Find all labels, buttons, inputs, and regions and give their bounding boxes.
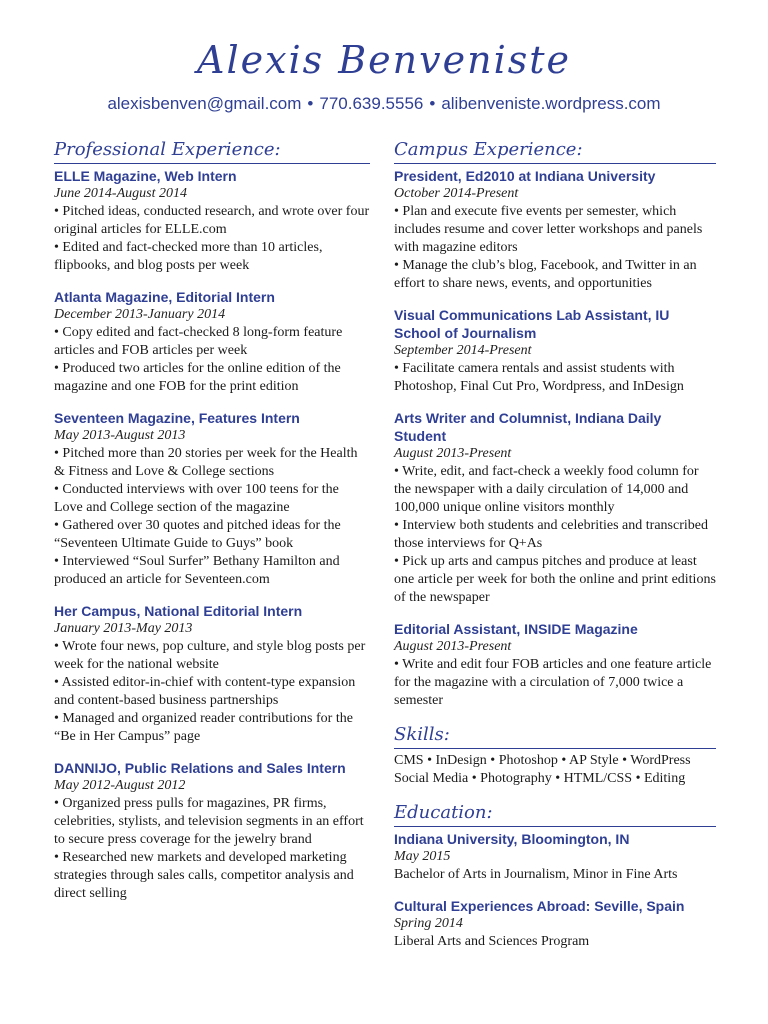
contact-separator: • <box>429 94 436 113</box>
job-title: DANNIJO, Public Relations and Sales Intern <box>54 760 346 776</box>
job-title: Her Campus, National Editorial Intern <box>54 603 303 619</box>
job-bullet: • Wrote four news, pop culture, and style blog posts per week for the national website <box>54 639 366 672</box>
job-dates: September 2014-Present <box>394 343 532 358</box>
job-dates: May 2012-August 2012 <box>54 778 186 793</box>
candidate-name: Alexis Benveniste <box>197 38 571 82</box>
education-detail: Liberal Arts and Sciences Program <box>394 934 590 949</box>
education-detail: Bachelor of Arts in Journalism, Minor in Fine Arts <box>394 867 678 882</box>
experience-entry <box>54 602 370 746</box>
experience-entry <box>54 288 370 396</box>
job-title: President, Ed2010 at Indiana University <box>394 168 656 184</box>
job-bullet: • Interview both students and celebrities and transcribed those interviews for Q+As <box>394 518 708 551</box>
skills-line: CMS • InDesign • Photoshop • AP Style • WordPress <box>394 753 691 768</box>
education-dates: Spring 2014 <box>394 916 463 931</box>
job-bullet: • Researched new markets and developed marketing strategies through sales calls, competitor analysis and direct selling <box>54 850 354 901</box>
job-dates: December 2013-January 2014 <box>54 307 226 322</box>
email-text: alexisbenven@gmail.com <box>107 94 302 113</box>
job-title: Arts Writer and Columnist, Indiana Daily Student <box>394 410 662 444</box>
job-bullet: • Pick up arts and campus pitches and produce at least one article per week for both the online and print editions of the newspaper <box>394 554 716 605</box>
left-column <box>54 138 370 916</box>
professional-experience-heading: Professional Experience: <box>54 138 370 164</box>
education-entry <box>394 830 716 884</box>
job-bullet: • Organized press pulls for magazines, PR firms, celebrities, stylists, and television segments in an effort to secure press coverage for the jewelry brand <box>54 796 364 847</box>
experience-entry <box>394 167 716 293</box>
job-title: Seventeen Magazine, Features Intern <box>54 410 300 426</box>
job-bullet: • Managed and organized reader contributions for the “Be in Her Campus” page <box>54 711 353 744</box>
job-bullet: • Conducted interviews with over 100 teens for the Love and College section of the magazine <box>54 482 339 515</box>
education-entry <box>394 897 716 951</box>
contact-separator: • <box>307 94 314 113</box>
job-bullet: • Produced two articles for the online edition of the magazine and one FOB for the print edition <box>54 361 341 394</box>
job-bullet: • Write, edit, and fact-check a weekly food column for the newspaper with a daily circulation of 14,000 and 100,000 unique online visitors monthly <box>394 464 699 515</box>
website-text: alibenveniste.wordpress.com <box>441 94 661 113</box>
job-title: ELLE Magazine, Web Intern <box>54 168 237 184</box>
experience-entry <box>54 409 370 589</box>
job-dates: January 2013-May 2013 <box>54 621 193 636</box>
job-title: Atlanta Magazine, Editorial Intern <box>54 289 275 305</box>
experience-entry <box>54 759 370 903</box>
experience-entry <box>394 620 716 710</box>
job-bullet: • Assisted editor-in-chief with content-type expansion and content-based business partnerships <box>54 675 356 708</box>
job-title: Editorial Assistant, INSIDE Magazine <box>394 621 638 637</box>
education-dates: May 2015 <box>394 849 451 864</box>
job-dates: August 2013-Present <box>394 446 512 461</box>
job-bullet: • Manage the club’s blog, Facebook, and Twitter in an effort to share news, events, and opportunities <box>394 258 697 291</box>
job-bullet: • Write and edit four FOB articles and one feature article for the magazine with a circulation of 7,000 twice a semester <box>394 657 712 708</box>
right-column <box>394 138 716 964</box>
campus-experience-heading: Campus Experience: <box>394 138 716 164</box>
phone-text: 770.639.5556 <box>319 94 424 113</box>
job-dates: October 2014-Present <box>394 186 519 201</box>
skills-list <box>394 752 716 788</box>
job-dates: August 2013-Present <box>394 639 512 654</box>
job-bullet: • Pitched more than 20 stories per week for the Health & Fitness and Love & College sections <box>54 446 358 479</box>
job-dates: May 2013-August 2013 <box>54 428 186 443</box>
job-bullet: • Plan and execute five events per semester, which includes resume and cover letter workshops and panels with magazine editors <box>394 204 703 255</box>
experience-entry <box>394 409 716 607</box>
school-name: Indiana University, Bloomington, IN <box>394 831 630 847</box>
job-bullet: • Gathered over 30 quotes and pitched ideas for the “Seventeen Ultimate Guide to Guys” book <box>54 518 341 551</box>
job-bullet: • Facilitate camera rentals and assist students with Photoshop, Final Cut Pro, Wordpress, and InDesign <box>394 361 684 394</box>
job-bullet: • Copy edited and fact-checked 8 long-form feature articles and FOB articles per week <box>54 325 343 358</box>
education-heading: Education: <box>394 801 716 827</box>
job-bullet: • Interviewed “Soul Surfer” Bethany Hamilton and produced an article for Seventeen.com <box>54 554 340 587</box>
skills-line: Social Media • Photography • HTML/CSS • Editing <box>394 771 686 786</box>
job-title: Visual Communications Lab Assistant, IU School of Journalism <box>394 307 670 341</box>
skills-heading: Skills: <box>394 723 716 749</box>
job-bullet: • Edited and fact-checked more than 10 articles, flipbooks, and blog posts per week <box>54 240 323 273</box>
job-dates: June 2014-August 2014 <box>54 186 187 201</box>
job-bullet: • Pitched ideas, conducted research, and wrote over four original articles for ELLE.com <box>54 204 370 237</box>
contact-line <box>0 94 768 114</box>
experience-entry <box>54 167 370 275</box>
experience-entry <box>394 306 716 396</box>
school-name: Cultural Experiences Abroad: Seville, Spain <box>394 898 685 914</box>
